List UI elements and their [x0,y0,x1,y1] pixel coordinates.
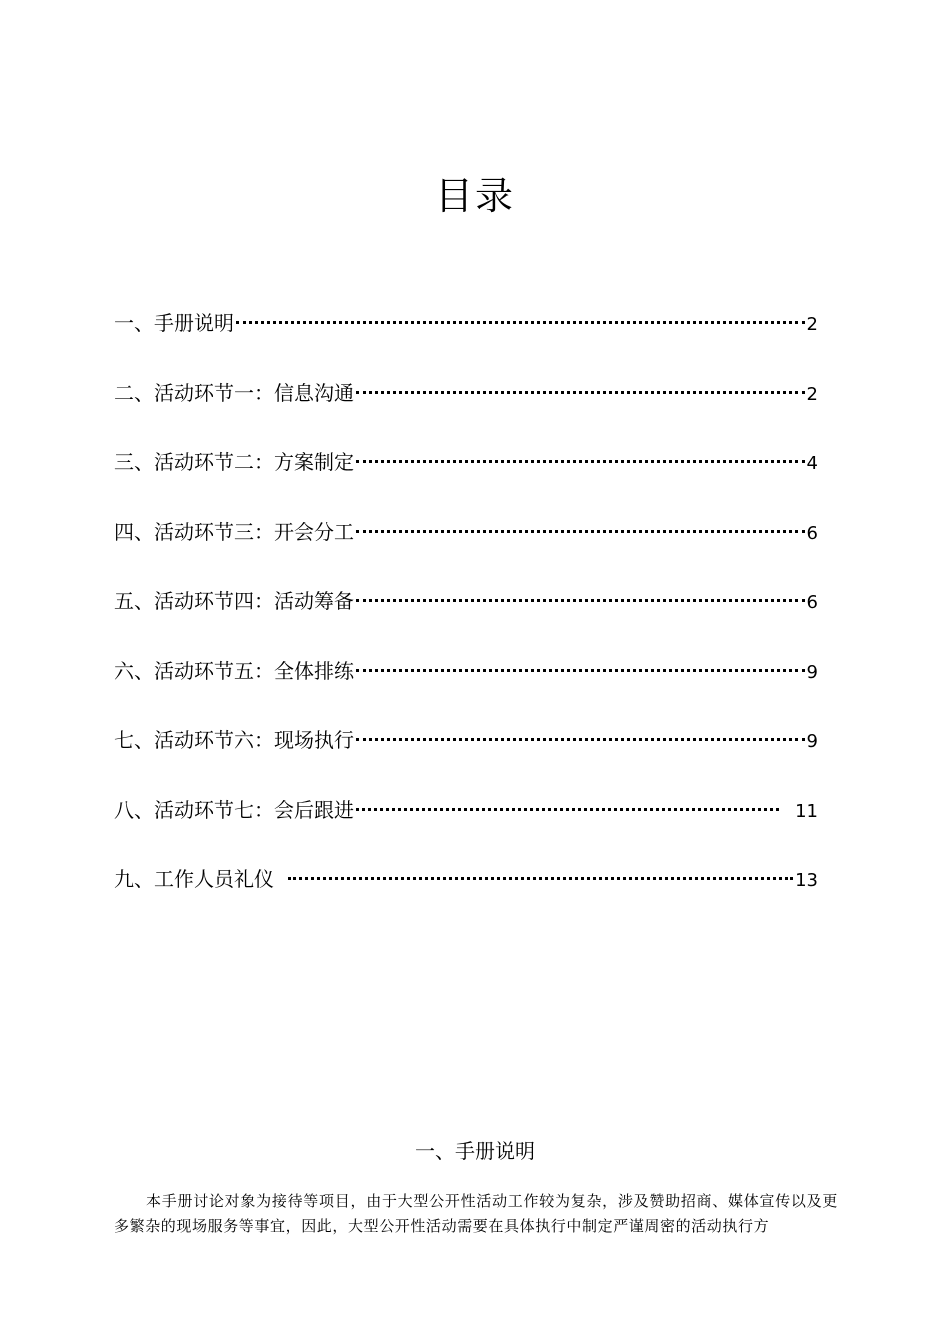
body-paragraph: 本手册讨论对象为接待等项目，由于大型公开性活动工作较为复杂，涉及赞助招商、媒体宣传以及更多繁杂的现场服务等事宜，因此，大型公开性活动需要在具体执行中制定严谨周密的活动执行方 [114,1192,838,1235]
toc-entry-label: 九、工作人员礼仪 [114,867,274,891]
toc-page-number: 11 [795,800,818,822]
toc-entry-label: 四、活动环节三：开会分工 [114,519,354,544]
toc-page-number: 13 [795,870,818,891]
toc-page-number: 2 [806,383,818,405]
toc-page-number: 6 [806,592,818,613]
page-title: 目录 [434,174,515,218]
toc-page-number: 9 [806,731,818,752]
toc-dot-leader [236,321,805,324]
toc-page-number: 6 [806,522,818,544]
toc-entry-label: 二、活动环节一：信息沟通 [114,380,354,405]
toc-dot-leader [356,599,805,602]
toc-entry-9[interactable] [114,860,818,898]
toc-entry-label: 一、手册说明 [114,311,234,335]
toc-dot-leader [356,391,805,394]
toc-page-number: 9 [806,661,818,683]
toc-entry-1[interactable] [114,304,818,342]
toc-dot-leader [288,877,793,880]
toc-dot-leader [356,738,805,741]
toc-entry-4[interactable] [114,513,818,551]
toc-entry-3[interactable] [114,443,818,481]
toc-entry-2[interactable] [114,374,818,412]
toc-page-number: 4 [806,453,818,474]
toc-dot-leader [356,669,805,672]
section-heading: 一、手册说明 [415,1139,535,1163]
toc-dot-leader [356,808,779,811]
toc-entry-label: 八、活动环节七：会后跟进 [114,797,354,822]
toc-entry-6[interactable] [114,652,818,690]
toc-entry-label: 七、活动环节六：现场执行 [114,728,354,752]
toc-entry-label: 五、活动环节四：活动筹备 [114,589,354,613]
toc-entry-7[interactable] [114,721,818,759]
toc-dot-leader [356,460,805,463]
toc-entry-5[interactable] [114,582,818,620]
toc-page-number: 2 [806,314,818,335]
toc-dot-leader [356,530,805,533]
toc-entry-label: 三、活动环节二：方案制定 [114,450,354,474]
toc-entry-8[interactable] [114,791,818,829]
table-of-contents [114,304,818,930]
toc-entry-label: 六、活动环节五：全体排练 [114,658,354,683]
